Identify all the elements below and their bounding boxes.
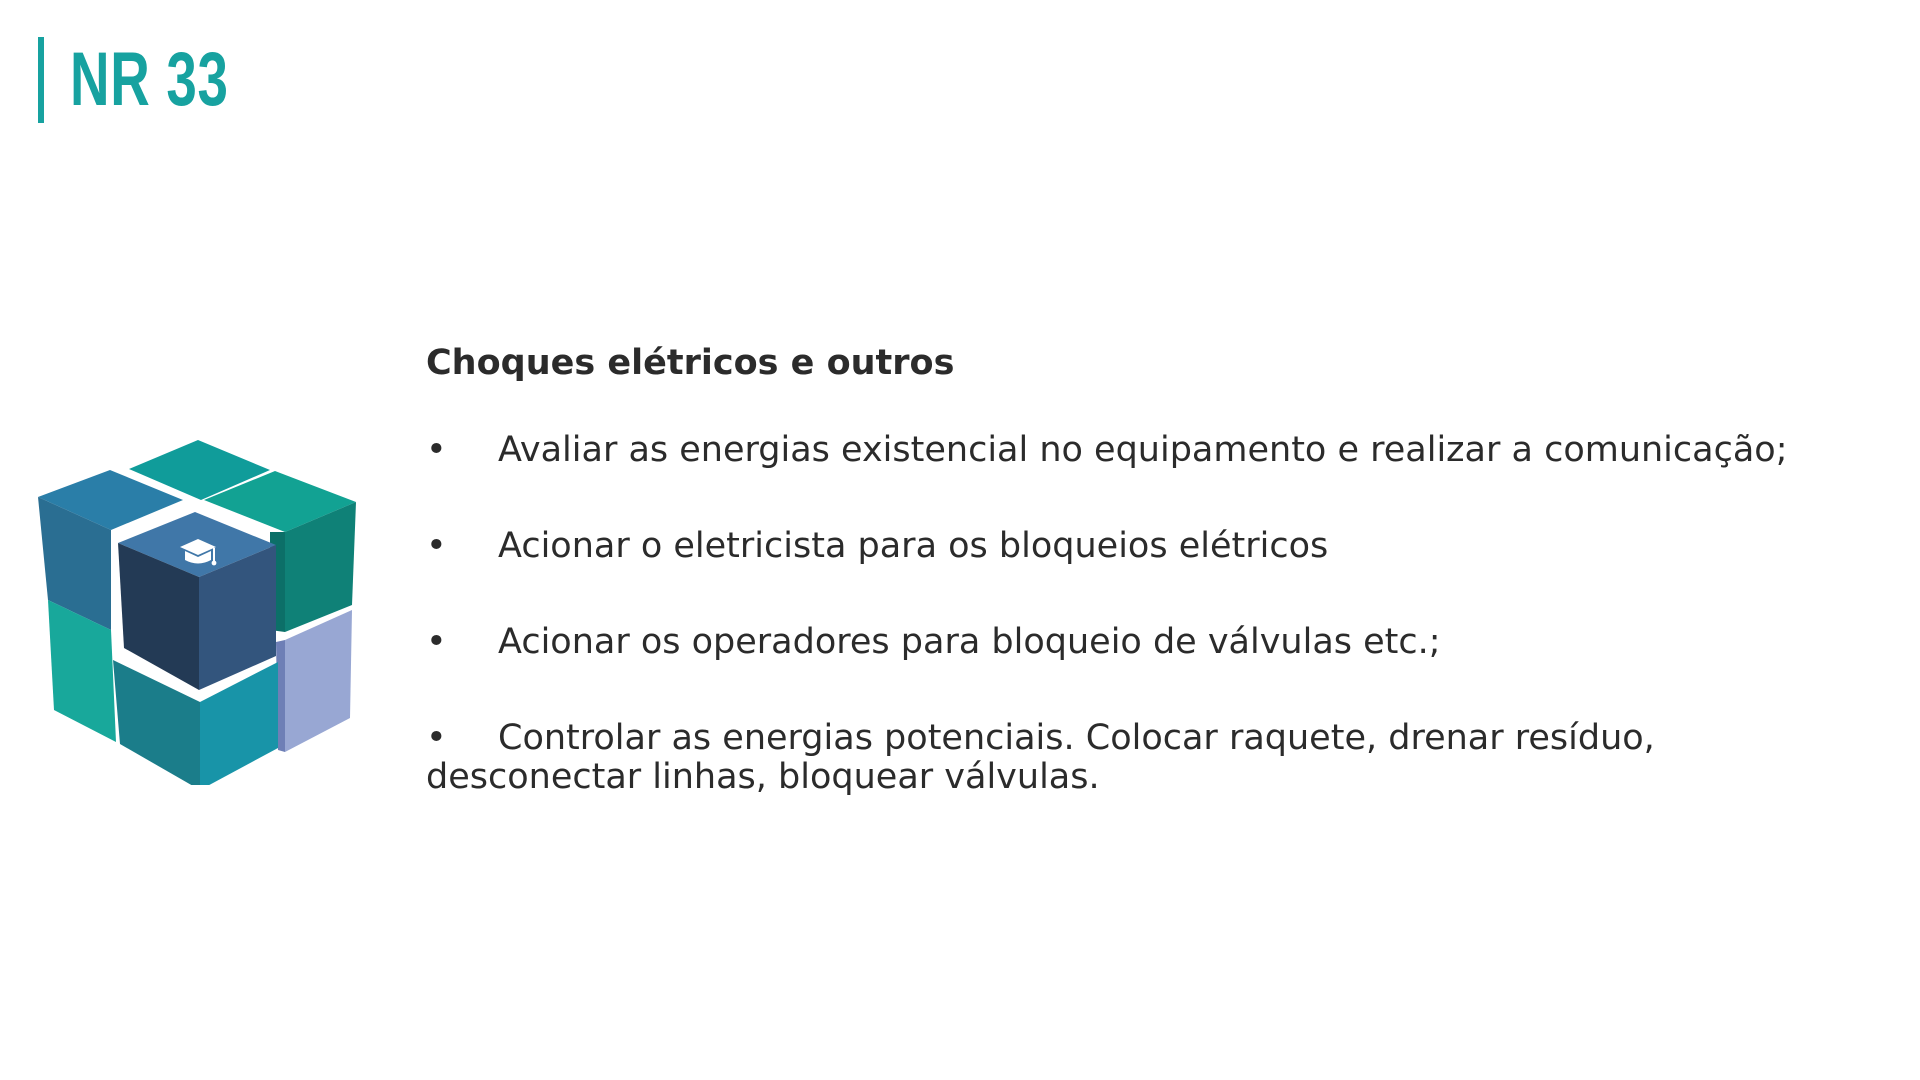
- section-heading: Choques elétricos e outros: [426, 343, 955, 383]
- bullet-text: Controlar as energias potenciais. Colocar raquete, drenar resíduo, desconectar linhas, bloquear válvulas.: [426, 718, 1655, 797]
- bullet-icon: •: [426, 718, 447, 758]
- cube-logo-icon: [38, 440, 364, 785]
- bullet-text: Acionar os operadores para bloqueio de válvulas etc.;: [498, 622, 1441, 662]
- bullet-text: Acionar o eletricista para os bloqueios elétricos: [498, 526, 1329, 566]
- bullet-item: [426, 527, 1846, 566]
- bullet-text: Avaliar as energias existencial no equipamento e realizar a comunicação;: [498, 430, 1788, 470]
- title-accent-bar: [38, 37, 44, 123]
- bullet-item: [426, 431, 1846, 470]
- slide-title: NR 33: [70, 37, 229, 122]
- bullet-icon: •: [426, 430, 447, 470]
- bullet-list: [426, 431, 1846, 797]
- bullet-item: [426, 623, 1846, 662]
- bullet-icon: •: [426, 526, 447, 566]
- bullet-item: [426, 719, 1846, 797]
- bullet-icon: •: [426, 622, 447, 662]
- slide-content: [426, 342, 1846, 854]
